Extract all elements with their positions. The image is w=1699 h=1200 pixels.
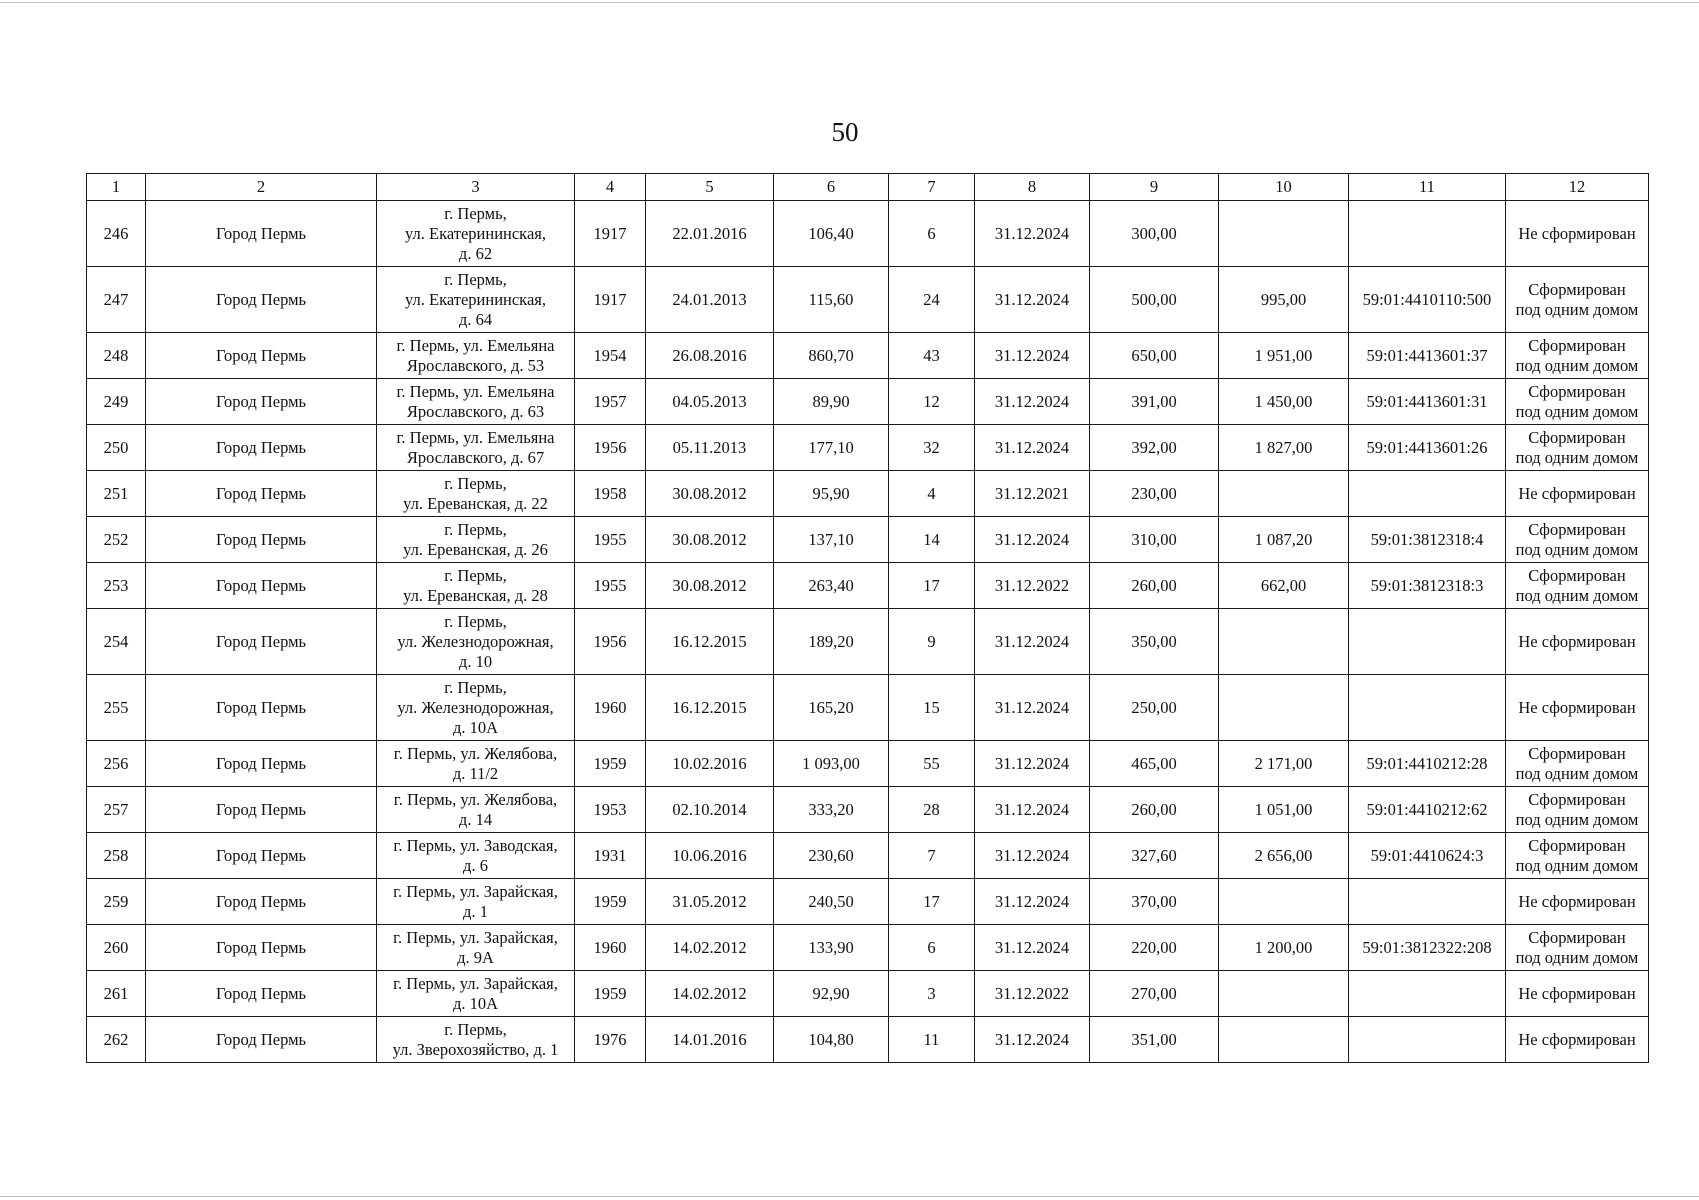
recognition-date-cell: 10.02.2016 xyxy=(646,741,774,787)
recognition-date-cell: 02.10.2014 xyxy=(646,787,774,833)
deadline-cell: 31.12.2024 xyxy=(975,201,1090,267)
build-year-cell: 1917 xyxy=(575,201,646,267)
plot-area-cell xyxy=(1219,201,1349,267)
recognition-date-cell: 22.01.2016 xyxy=(646,201,774,267)
column-number: 1 xyxy=(87,174,146,201)
recognition-date-cell: 30.08.2012 xyxy=(646,471,774,517)
cadastral-number-cell xyxy=(1349,1017,1506,1063)
address-cell: г. Пермь, ул. Ереванская, д. 22 xyxy=(377,471,575,517)
plot-status-cell: Сформирован под одним домом xyxy=(1506,267,1649,333)
page-number: 50 xyxy=(831,117,859,147)
municipality-cell: Город Пермь xyxy=(146,267,377,333)
area-cell: 165,20 xyxy=(774,675,889,741)
residents-cell: 9 xyxy=(889,609,975,675)
plot-area-cell: 1 827,00 xyxy=(1219,425,1349,471)
land-area-cell: 500,00 xyxy=(1090,267,1219,333)
row-number: 246 xyxy=(87,201,146,267)
area-cell: 189,20 xyxy=(774,609,889,675)
recognition-date-cell: 10.06.2016 xyxy=(646,833,774,879)
row-number: 262 xyxy=(87,1017,146,1063)
plot-area-cell: 1 450,00 xyxy=(1219,379,1349,425)
plot-area-cell xyxy=(1219,879,1349,925)
residents-cell: 15 xyxy=(889,675,975,741)
land-area-cell: 230,00 xyxy=(1090,471,1219,517)
municipality-cell: Город Пермь xyxy=(146,879,377,925)
build-year-cell: 1976 xyxy=(575,1017,646,1063)
row-number: 261 xyxy=(87,971,146,1017)
plot-status-cell: Сформирован под одним домом xyxy=(1506,787,1649,833)
recognition-date-cell: 16.12.2015 xyxy=(646,675,774,741)
municipality-cell: Город Пермь xyxy=(146,925,377,971)
area-cell: 115,60 xyxy=(774,267,889,333)
column-number: 12 xyxy=(1506,174,1649,201)
cadastral-number-cell: 59:01:4410212:62 xyxy=(1349,787,1506,833)
plot-status-cell: Не сформирован xyxy=(1506,201,1649,267)
address-cell: г. Пермь, ул. Зарайская, д. 9А xyxy=(377,925,575,971)
table-row xyxy=(87,517,1649,563)
build-year-cell: 1957 xyxy=(575,379,646,425)
area-cell: 240,50 xyxy=(774,879,889,925)
plot-status-cell: Не сформирован xyxy=(1506,471,1649,517)
column-number-row xyxy=(87,174,1649,201)
column-number: 7 xyxy=(889,174,975,201)
address-cell: г. Пермь, ул. Екатерининская, д. 62 xyxy=(377,201,575,267)
recognition-date-cell: 31.05.2012 xyxy=(646,879,774,925)
deadline-cell: 31.12.2024 xyxy=(975,741,1090,787)
column-number: 6 xyxy=(774,174,889,201)
residents-cell: 12 xyxy=(889,379,975,425)
deadline-cell: 31.12.2024 xyxy=(975,833,1090,879)
land-area-cell: 260,00 xyxy=(1090,563,1219,609)
plot-area-cell: 662,00 xyxy=(1219,563,1349,609)
plot-area-cell: 1 951,00 xyxy=(1219,333,1349,379)
residents-cell: 3 xyxy=(889,971,975,1017)
land-area-cell: 465,00 xyxy=(1090,741,1219,787)
municipality-cell: Город Пермь xyxy=(146,971,377,1017)
build-year-cell: 1956 xyxy=(575,609,646,675)
land-area-cell: 310,00 xyxy=(1090,517,1219,563)
plot-area-cell: 1 200,00 xyxy=(1219,925,1349,971)
deadline-cell: 31.12.2024 xyxy=(975,333,1090,379)
area-cell: 95,90 xyxy=(774,471,889,517)
deadline-cell: 31.12.2024 xyxy=(975,879,1090,925)
residents-cell: 24 xyxy=(889,267,975,333)
row-number: 258 xyxy=(87,833,146,879)
plot-area-cell xyxy=(1219,609,1349,675)
build-year-cell: 1917 xyxy=(575,267,646,333)
residents-cell: 11 xyxy=(889,1017,975,1063)
cadastral-number-cell: 59:01:4413601:37 xyxy=(1349,333,1506,379)
residents-cell: 17 xyxy=(889,879,975,925)
build-year-cell: 1959 xyxy=(575,971,646,1017)
cadastral-number-cell xyxy=(1349,471,1506,517)
area-cell: 133,90 xyxy=(774,925,889,971)
table-row xyxy=(87,1017,1649,1063)
cadastral-number-cell xyxy=(1349,201,1506,267)
row-number: 254 xyxy=(87,609,146,675)
area-cell: 104,80 xyxy=(774,1017,889,1063)
land-area-cell: 391,00 xyxy=(1090,379,1219,425)
area-cell: 106,40 xyxy=(774,201,889,267)
recognition-date-cell: 24.01.2013 xyxy=(646,267,774,333)
build-year-cell: 1955 xyxy=(575,563,646,609)
plot-area-cell xyxy=(1219,471,1349,517)
table-row xyxy=(87,925,1649,971)
land-area-cell: 351,00 xyxy=(1090,1017,1219,1063)
cadastral-number-cell: 59:01:3812322:208 xyxy=(1349,925,1506,971)
residents-cell: 4 xyxy=(889,471,975,517)
land-area-cell: 392,00 xyxy=(1090,425,1219,471)
row-number: 255 xyxy=(87,675,146,741)
recognition-date-cell: 14.01.2016 xyxy=(646,1017,774,1063)
residents-cell: 14 xyxy=(889,517,975,563)
build-year-cell: 1959 xyxy=(575,741,646,787)
residents-cell: 6 xyxy=(889,201,975,267)
row-number: 248 xyxy=(87,333,146,379)
plot-area-cell: 1 087,20 xyxy=(1219,517,1349,563)
plot-status-cell: Сформирован под одним домом xyxy=(1506,517,1649,563)
cadastral-number-cell: 59:01:4410624:3 xyxy=(1349,833,1506,879)
plot-status-cell: Сформирован под одним домом xyxy=(1506,925,1649,971)
deadline-cell: 31.12.2024 xyxy=(975,1017,1090,1063)
residents-cell: 6 xyxy=(889,925,975,971)
plot-status-cell: Сформирован под одним домом xyxy=(1506,379,1649,425)
recognition-date-cell: 26.08.2016 xyxy=(646,333,774,379)
cadastral-number-cell: 59:01:3812318:4 xyxy=(1349,517,1506,563)
column-number: 10 xyxy=(1219,174,1349,201)
table-row xyxy=(87,787,1649,833)
housing-register-table xyxy=(86,173,1649,1063)
build-year-cell: 1931 xyxy=(575,833,646,879)
area-cell: 92,90 xyxy=(774,971,889,1017)
column-number: 4 xyxy=(575,174,646,201)
deadline-cell: 31.12.2024 xyxy=(975,425,1090,471)
deadline-cell: 31.12.2021 xyxy=(975,471,1090,517)
municipality-cell: Город Пермь xyxy=(146,471,377,517)
build-year-cell: 1959 xyxy=(575,879,646,925)
table-row xyxy=(87,425,1649,471)
plot-area-cell: 995,00 xyxy=(1219,267,1349,333)
address-cell: г. Пермь, ул. Ереванская, д. 26 xyxy=(377,517,575,563)
area-cell: 1 093,00 xyxy=(774,741,889,787)
municipality-cell: Город Пермь xyxy=(146,333,377,379)
area-cell: 860,70 xyxy=(774,333,889,379)
address-cell: г. Пермь, ул. Емельяна Ярославского, д. 53 xyxy=(377,333,575,379)
deadline-cell: 31.12.2024 xyxy=(975,517,1090,563)
recognition-date-cell: 14.02.2012 xyxy=(646,925,774,971)
plot-status-cell: Сформирован под одним домом xyxy=(1506,563,1649,609)
municipality-cell: Город Пермь xyxy=(146,201,377,267)
plot-status-cell: Не сформирован xyxy=(1506,879,1649,925)
plot-status-cell: Сформирован под одним домом xyxy=(1506,333,1649,379)
recognition-date-cell: 16.12.2015 xyxy=(646,609,774,675)
plot-status-cell: Не сформирован xyxy=(1506,1017,1649,1063)
row-number: 249 xyxy=(87,379,146,425)
cadastral-number-cell xyxy=(1349,609,1506,675)
plot-status-cell: Сформирован под одним домом xyxy=(1506,833,1649,879)
row-number: 260 xyxy=(87,925,146,971)
residents-cell: 32 xyxy=(889,425,975,471)
address-cell: г. Пермь, ул. Емельяна Ярославского, д. 67 xyxy=(377,425,575,471)
plot-status-cell: Сформирован под одним домом xyxy=(1506,741,1649,787)
deadline-cell: 31.12.2022 xyxy=(975,563,1090,609)
plot-area-cell: 1 051,00 xyxy=(1219,787,1349,833)
build-year-cell: 1953 xyxy=(575,787,646,833)
table-row xyxy=(87,563,1649,609)
scan-edge-top xyxy=(0,2,1699,3)
land-area-cell: 650,00 xyxy=(1090,333,1219,379)
deadline-cell: 31.12.2024 xyxy=(975,787,1090,833)
build-year-cell: 1960 xyxy=(575,675,646,741)
table-row xyxy=(87,609,1649,675)
build-year-cell: 1954 xyxy=(575,333,646,379)
row-number: 250 xyxy=(87,425,146,471)
address-cell: г. Пермь, ул. Емельяна Ярославского, д. 63 xyxy=(377,379,575,425)
cadastral-number-cell: 59:01:4410110:500 xyxy=(1349,267,1506,333)
table-row xyxy=(87,741,1649,787)
column-number: 2 xyxy=(146,174,377,201)
plot-status-cell: Не сформирован xyxy=(1506,675,1649,741)
row-number: 257 xyxy=(87,787,146,833)
cadastral-number-cell xyxy=(1349,879,1506,925)
municipality-cell: Город Пермь xyxy=(146,563,377,609)
cadastral-number-cell: 59:01:4410212:28 xyxy=(1349,741,1506,787)
land-area-cell: 250,00 xyxy=(1090,675,1219,741)
deadline-cell: 31.12.2024 xyxy=(975,609,1090,675)
municipality-cell: Город Пермь xyxy=(146,609,377,675)
residents-cell: 7 xyxy=(889,833,975,879)
recognition-date-cell: 04.05.2013 xyxy=(646,379,774,425)
row-number: 253 xyxy=(87,563,146,609)
cadastral-number-cell xyxy=(1349,971,1506,1017)
recognition-date-cell: 30.08.2012 xyxy=(646,517,774,563)
deadline-cell: 31.12.2024 xyxy=(975,925,1090,971)
deadline-cell: 31.12.2022 xyxy=(975,971,1090,1017)
address-cell: г. Пермь, ул. Железнодорожная, д. 10А xyxy=(377,675,575,741)
cadastral-number-cell xyxy=(1349,675,1506,741)
recognition-date-cell: 14.02.2012 xyxy=(646,971,774,1017)
address-cell: г. Пермь, ул. Ереванская, д. 28 xyxy=(377,563,575,609)
address-cell: г. Пермь, ул. Железнодорожная, д. 10 xyxy=(377,609,575,675)
area-cell: 263,40 xyxy=(774,563,889,609)
address-cell: г. Пермь, ул. Зарайская, д. 10А xyxy=(377,971,575,1017)
municipality-cell: Город Пермь xyxy=(146,1017,377,1063)
row-number: 251 xyxy=(87,471,146,517)
plot-area-cell xyxy=(1219,1017,1349,1063)
table-row xyxy=(87,971,1649,1017)
land-area-cell: 270,00 xyxy=(1090,971,1219,1017)
land-area-cell: 260,00 xyxy=(1090,787,1219,833)
plot-area-cell xyxy=(1219,675,1349,741)
row-number: 259 xyxy=(87,879,146,925)
address-cell: г. Пермь, ул. Желябова, д. 14 xyxy=(377,787,575,833)
deadline-cell: 31.12.2024 xyxy=(975,379,1090,425)
table-row xyxy=(87,879,1649,925)
address-cell: г. Пермь, ул. Зверохозяйство, д. 1 xyxy=(377,1017,575,1063)
column-number: 9 xyxy=(1090,174,1219,201)
land-area-cell: 327,60 xyxy=(1090,833,1219,879)
build-year-cell: 1960 xyxy=(575,925,646,971)
table-row xyxy=(87,471,1649,517)
build-year-cell: 1958 xyxy=(575,471,646,517)
column-number: 8 xyxy=(975,174,1090,201)
municipality-cell: Город Пермь xyxy=(146,833,377,879)
municipality-cell: Город Пермь xyxy=(146,675,377,741)
row-number: 247 xyxy=(87,267,146,333)
cadastral-number-cell: 59:01:3812318:3 xyxy=(1349,563,1506,609)
row-number: 256 xyxy=(87,741,146,787)
address-cell: г. Пермь, ул. Зарайская, д. 1 xyxy=(377,879,575,925)
address-cell: г. Пермь, ул. Екатерининская, д. 64 xyxy=(377,267,575,333)
plot-status-cell: Не сформирован xyxy=(1506,971,1649,1017)
column-number: 3 xyxy=(377,174,575,201)
column-number: 5 xyxy=(646,174,774,201)
land-area-cell: 370,00 xyxy=(1090,879,1219,925)
land-area-cell: 300,00 xyxy=(1090,201,1219,267)
land-area-cell: 350,00 xyxy=(1090,609,1219,675)
area-cell: 230,60 xyxy=(774,833,889,879)
recognition-date-cell: 30.08.2012 xyxy=(646,563,774,609)
column-number: 11 xyxy=(1349,174,1506,201)
municipality-cell: Город Пермь xyxy=(146,517,377,563)
plot-area-cell xyxy=(1219,971,1349,1017)
address-cell: г. Пермь, ул. Заводская, д. 6 xyxy=(377,833,575,879)
plot-status-cell: Не сформирован xyxy=(1506,609,1649,675)
residents-cell: 28 xyxy=(889,787,975,833)
municipality-cell: Город Пермь xyxy=(146,379,377,425)
land-area-cell: 220,00 xyxy=(1090,925,1219,971)
municipality-cell: Город Пермь xyxy=(146,787,377,833)
residents-cell: 55 xyxy=(889,741,975,787)
area-cell: 333,20 xyxy=(774,787,889,833)
cadastral-number-cell: 59:01:4413601:26 xyxy=(1349,425,1506,471)
area-cell: 177,10 xyxy=(774,425,889,471)
row-number: 252 xyxy=(87,517,146,563)
cadastral-number-cell: 59:01:4413601:31 xyxy=(1349,379,1506,425)
table-row xyxy=(87,267,1649,333)
plot-area-cell: 2 171,00 xyxy=(1219,741,1349,787)
table-row xyxy=(87,675,1649,741)
table-row xyxy=(87,201,1649,267)
table-row xyxy=(87,333,1649,379)
area-cell: 89,90 xyxy=(774,379,889,425)
plot-status-cell: Сформирован под одним домом xyxy=(1506,425,1649,471)
scan-edge-bottom xyxy=(0,1196,1699,1197)
address-cell: г. Пермь, ул. Желябова, д. 11/2 xyxy=(377,741,575,787)
deadline-cell: 31.12.2024 xyxy=(975,675,1090,741)
deadline-cell: 31.12.2024 xyxy=(975,267,1090,333)
municipality-cell: Город Пермь xyxy=(146,425,377,471)
table-row xyxy=(87,379,1649,425)
build-year-cell: 1956 xyxy=(575,425,646,471)
residents-cell: 17 xyxy=(889,563,975,609)
build-year-cell: 1955 xyxy=(575,517,646,563)
residents-cell: 43 xyxy=(889,333,975,379)
recognition-date-cell: 05.11.2013 xyxy=(646,425,774,471)
table-row xyxy=(87,833,1649,879)
municipality-cell: Город Пермь xyxy=(146,741,377,787)
area-cell: 137,10 xyxy=(774,517,889,563)
plot-area-cell: 2 656,00 xyxy=(1219,833,1349,879)
